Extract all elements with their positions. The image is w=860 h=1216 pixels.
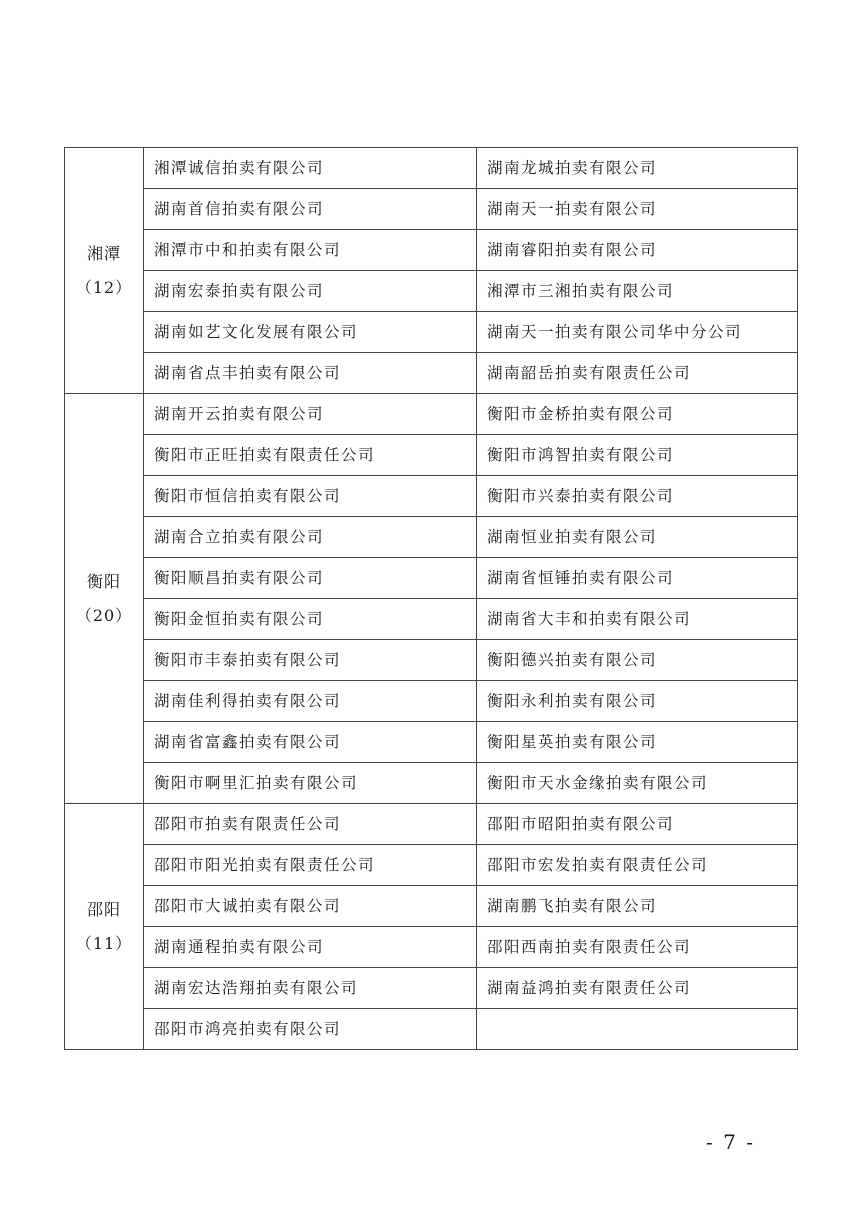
region-name: 衡阳 bbox=[86, 571, 121, 591]
table-row bbox=[65, 230, 798, 271]
company-cell: 邵阳市大诚拍卖有限公司 bbox=[144, 886, 477, 927]
table-row bbox=[65, 394, 798, 435]
region-name: 湘潭 bbox=[86, 243, 121, 263]
company-cell: 衡阳金恒拍卖有限公司 bbox=[144, 599, 477, 640]
table-row bbox=[65, 763, 798, 804]
table-row bbox=[65, 845, 798, 886]
company-cell: 湖南省大丰和拍卖有限公司 bbox=[477, 599, 798, 640]
company-cell: 湖南省富鑫拍卖有限公司 bbox=[144, 722, 477, 763]
company-cell: 衡阳市正旺拍卖有限责任公司 bbox=[144, 435, 477, 476]
region-name: 邵阳 bbox=[86, 899, 121, 919]
company-cell: 衡阳市啊里汇拍卖有限公司 bbox=[144, 763, 477, 804]
table-row bbox=[65, 148, 798, 189]
company-cell: 衡阳市天水金缘拍卖有限公司 bbox=[477, 763, 798, 804]
page-number: - 7 - bbox=[706, 1130, 755, 1154]
company-cell: 邵阳西南拍卖有限责任公司 bbox=[477, 927, 798, 968]
table-row bbox=[65, 353, 798, 394]
table-row bbox=[65, 927, 798, 968]
table-row bbox=[65, 558, 798, 599]
company-cell: 湖南开云拍卖有限公司 bbox=[144, 394, 477, 435]
table-row bbox=[65, 599, 798, 640]
company-cell: 衡阳顺昌拍卖有限公司 bbox=[144, 558, 477, 599]
region-count: （11） bbox=[75, 933, 133, 953]
company-cell: 邵阳市阳光拍卖有限责任公司 bbox=[144, 845, 477, 886]
table-row bbox=[65, 968, 798, 1009]
company-cell: 湖南龙城拍卖有限公司 bbox=[477, 148, 798, 189]
company-cell: 湖南首信拍卖有限公司 bbox=[144, 189, 477, 230]
company-cell: 湖南如艺文化发展有限公司 bbox=[144, 312, 477, 353]
table-row bbox=[65, 722, 798, 763]
company-cell: 湖南天一拍卖有限公司华中分公司 bbox=[477, 312, 798, 353]
table-row bbox=[65, 189, 798, 230]
company-cell: 湖南恒业拍卖有限公司 bbox=[477, 517, 798, 558]
company-cell: 湖南益鸿拍卖有限责任公司 bbox=[477, 968, 798, 1009]
company-cell: 湖南宏泰拍卖有限公司 bbox=[144, 271, 477, 312]
company-cell: 衡阳市恒信拍卖有限公司 bbox=[144, 476, 477, 517]
company-cell: 衡阳市金桥拍卖有限公司 bbox=[477, 394, 798, 435]
company-cell: 湘潭市三湘拍卖有限公司 bbox=[477, 271, 798, 312]
region-cell bbox=[65, 148, 144, 394]
table-row bbox=[65, 476, 798, 517]
region-count: （12） bbox=[75, 277, 133, 297]
company-cell: 衡阳市鸿智拍卖有限公司 bbox=[477, 435, 798, 476]
table-row bbox=[65, 1009, 798, 1050]
company-cell: 邵阳市昭阳拍卖有限公司 bbox=[477, 804, 798, 845]
table-row bbox=[65, 804, 798, 845]
company-cell: 湖南佳利得拍卖有限公司 bbox=[144, 681, 477, 722]
company-cell: 湘潭市中和拍卖有限公司 bbox=[144, 230, 477, 271]
company-cell: 衡阳星英拍卖有限公司 bbox=[477, 722, 798, 763]
auction-company-table bbox=[64, 147, 798, 1050]
company-cell: 湖南天一拍卖有限公司 bbox=[477, 189, 798, 230]
company-cell: 邵阳市鸿亮拍卖有限公司 bbox=[144, 1009, 477, 1050]
region-cell bbox=[65, 394, 144, 804]
company-cell: 衡阳市兴泰拍卖有限公司 bbox=[477, 476, 798, 517]
company-cell: 邵阳市拍卖有限责任公司 bbox=[144, 804, 477, 845]
company-cell: 湖南省恒锤拍卖有限公司 bbox=[477, 558, 798, 599]
company-cell: 湖南省点丰拍卖有限公司 bbox=[144, 353, 477, 394]
region-count: （20） bbox=[75, 605, 133, 625]
company-cell: 湖南韶岳拍卖有限责任公司 bbox=[477, 353, 798, 394]
table-row bbox=[65, 886, 798, 927]
company-cell: 衡阳市丰泰拍卖有限公司 bbox=[144, 640, 477, 681]
company-cell: 衡阳德兴拍卖有限公司 bbox=[477, 640, 798, 681]
company-cell: 湖南宏达浩翔拍卖有限公司 bbox=[144, 968, 477, 1009]
company-cell: 湖南睿阳拍卖有限公司 bbox=[477, 230, 798, 271]
table-row bbox=[65, 640, 798, 681]
company-cell: 湖南合立拍卖有限公司 bbox=[144, 517, 477, 558]
company-cell: 湘潭诚信拍卖有限公司 bbox=[144, 148, 477, 189]
company-cell: 湖南鹏飞拍卖有限公司 bbox=[477, 886, 798, 927]
table-row bbox=[65, 681, 798, 722]
table-row bbox=[65, 435, 798, 476]
company-cell bbox=[477, 1009, 798, 1050]
company-cell: 邵阳市宏发拍卖有限责任公司 bbox=[477, 845, 798, 886]
company-cell: 衡阳永利拍卖有限公司 bbox=[477, 681, 798, 722]
company-cell: 湖南通程拍卖有限公司 bbox=[144, 927, 477, 968]
table-row bbox=[65, 312, 798, 353]
table-row bbox=[65, 517, 798, 558]
region-cell bbox=[65, 804, 144, 1050]
table-row bbox=[65, 271, 798, 312]
